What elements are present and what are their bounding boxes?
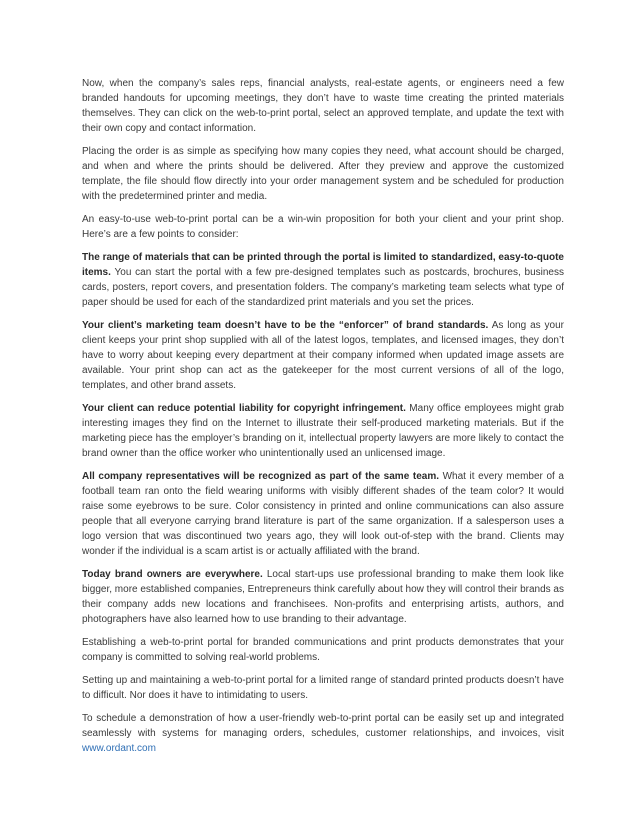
paragraph-10-text: Setting up and maintaining a web-to-print portal for a limited range of standard printed products doesn’t have to difficult. Nor does it have to intimidating to users. xyxy=(82,675,564,701)
paragraph-2-text: Placing the order is as simple as specifying how many copies they need, what account should be charged, and when and where the prints should be delivered. After they preview and approve the customized template, the file should flow directly into your order management system and be scheduled for production with the predetermined printer and media. xyxy=(82,146,564,202)
closing-text: To schedule a demonstration of how a user-friendly web-to-print portal can be easily set up and integrated seamlessly with systems for managing orders, schedules, customer relationships, and invoices, visit xyxy=(82,713,564,739)
paragraph-6-text: Many office employees might grab interesting images they find on the Internet to illustrate their self-produced marketing materials. But if the marketing piece has the employer’s branding on it, intellectual property lawyers are more likely to contact the brand owner than the office worker who unintentionally used an unlicensed image. xyxy=(82,403,564,459)
paragraph-2 xyxy=(82,144,564,204)
paragraph-5-lead: Your client’s marketing team doesn’t have to be the “enforcer” of brand standards. xyxy=(82,320,489,331)
paragraph-3-text: An easy-to-use web-to-print portal can be a win-win proposition for both your client and your print shop. Here’s are a few points to consider: xyxy=(82,214,564,240)
paragraph-8 xyxy=(82,567,564,627)
paragraph-4-lead: The range of materials that can be printed through the portal is limited to standardized, easy-to-quote items. xyxy=(82,252,564,278)
paragraph-5 xyxy=(82,318,564,393)
paragraph-7 xyxy=(82,469,564,559)
paragraph-8-lead: Today brand owners are everywhere. xyxy=(82,569,263,580)
paragraph-1-text: Now, when the company’s sales reps, financial analysts, real-estate agents, or engineers need a few branded handouts for upcoming meetings, they don’t have to waste time creating the printed materials themselves. They can click on the web-to-print portal, select an approved template, and update the text with their own copy and contact information. xyxy=(82,78,564,134)
website-link[interactable]: www.ordant.com xyxy=(82,743,156,754)
paragraph-10 xyxy=(82,673,564,703)
paragraph-3 xyxy=(82,212,564,242)
paragraph-7-lead: All company representatives will be recognized as part of the same team. xyxy=(82,471,439,482)
closing-paragraph xyxy=(82,711,564,756)
paragraph-7-text: What it every member of a football team ran onto the field wearing uniforms with visibly different shades of the team color? It would raise some eyebrows to be sure. Color consistency in printed and online communications can also assure people that all everyone carrying brand literature is part of the same organization. If a salesperson uses a logo version that was discontinued two years ago, they will look out-of-step with the brand. Clients may wonder if the individual is a scam artist is or actually affiliated with the brand. xyxy=(82,471,564,557)
paragraph-5-text: As long as your client keeps your print shop supplied with all of the latest logos, templates, and licensed images, they don’t have to worry about keeping every department at their company informed when updated image assets are available. Your print shop can act as the gatekeeper for the most current versions of all of the logo, templates, and other brand assets. xyxy=(82,320,564,391)
document-body xyxy=(82,76,564,764)
paragraph-8-text: Local start-ups use professional branding to make them look like bigger, more established companies, Entrepreneurs think carefully about how they will control their brands as their company adds new locations and franchisees. Non-profits and enterprising artists, authors, and photographers have also learned how to use branding to their advantage. xyxy=(82,569,564,625)
paragraph-9 xyxy=(82,635,564,665)
paragraph-6-lead: Your client can reduce potential liability for copyright infringement. xyxy=(82,403,406,414)
paragraph-6 xyxy=(82,401,564,461)
paragraph-1 xyxy=(82,76,564,136)
paragraph-9-text: Establishing a web-to-print portal for branded communications and print products demonstrates that your company is committed to solving real-world problems. xyxy=(82,637,564,663)
paragraph-4-text: You can start the portal with a few pre-designed templates such as postcards, brochures, business cards, posters, report covers, and presentation folders. The company’s marketing team selects what type of paper should be used for each of the standardized print materials and you set the prices. xyxy=(82,267,564,308)
paragraph-4 xyxy=(82,250,564,310)
